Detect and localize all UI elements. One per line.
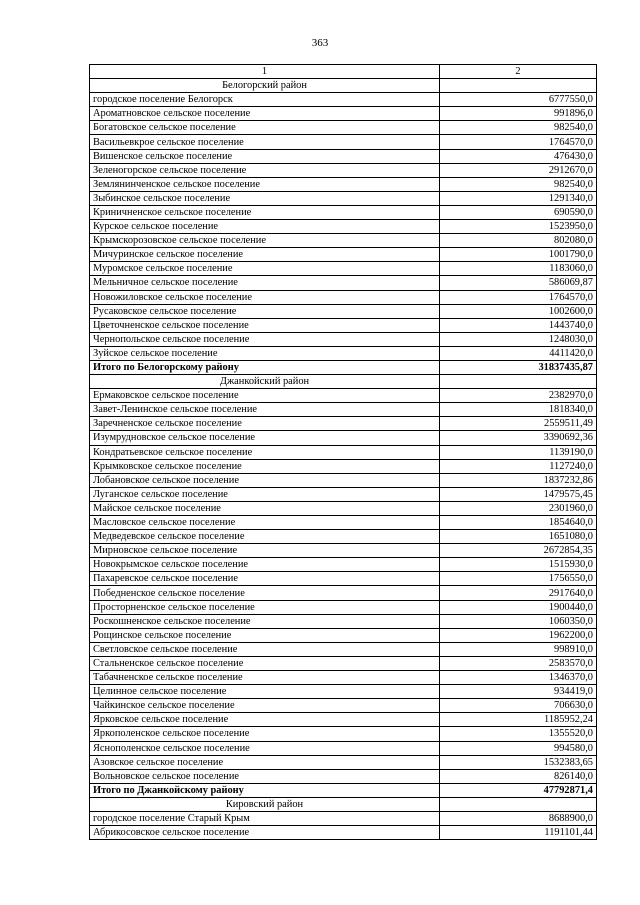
settlement-name: Вишенское сельское поселение [90, 149, 440, 163]
settlement-name: Лобановское сельское поселение [90, 473, 440, 487]
table-row [90, 459, 597, 473]
table-row [90, 234, 597, 248]
district-name: Кировский район [90, 797, 440, 811]
settlement-name: Зыбинское сельское поселение [90, 191, 440, 205]
total-amount: 31837435,87 [440, 360, 597, 374]
amount-cell: 1900440,0 [440, 600, 597, 614]
amount-cell: 994580,0 [440, 741, 597, 755]
settlement-name: Чайкинское сельское поселение [90, 699, 440, 713]
amount-cell: 2583570,0 [440, 656, 597, 670]
table-row [90, 713, 597, 727]
settlement-name: Русаковское сельское поселение [90, 304, 440, 318]
amount-cell: 4411420,0 [440, 346, 597, 360]
table-row [90, 727, 597, 741]
total-label: Итого по Джанкойскому району [90, 783, 440, 797]
district-header-row [90, 797, 597, 811]
amount-cell: 690590,0 [440, 205, 597, 219]
settlement-name: Абрикосовское сельское поселение [90, 826, 440, 840]
amount-cell: 1183060,0 [440, 262, 597, 276]
amount-cell: 586069,87 [440, 276, 597, 290]
table-row [90, 558, 597, 572]
settlement-name: Ермаковское сельское поселение [90, 389, 440, 403]
table-row [90, 276, 597, 290]
budget-table [89, 64, 597, 840]
settlement-name: Чернопольское сельское поселение [90, 332, 440, 346]
table-row [90, 205, 597, 219]
table-row [90, 473, 597, 487]
table-row [90, 586, 597, 600]
table-row [90, 769, 597, 783]
district-total-row [90, 783, 597, 797]
settlement-name: городское поселение Старый Крым [90, 811, 440, 825]
settlement-name: Зуйское сельское поселение [90, 346, 440, 360]
table-row [90, 290, 597, 304]
table-row [90, 417, 597, 431]
settlement-name: Роскошненское сельское поселение [90, 614, 440, 628]
table-row [90, 107, 597, 121]
column-header-1: 1 [90, 65, 440, 79]
amount-cell: 1002600,0 [440, 304, 597, 318]
amount-cell: 1515930,0 [440, 558, 597, 572]
amount-cell: 2382970,0 [440, 389, 597, 403]
settlement-name: Целинное сельское поселение [90, 685, 440, 699]
amount-cell: 1756550,0 [440, 572, 597, 586]
amount-cell: 1764570,0 [440, 290, 597, 304]
settlement-name: Новокрымское сельское поселение [90, 558, 440, 572]
table-row [90, 811, 597, 825]
amount-cell: 8688900,0 [440, 811, 597, 825]
amount-cell: 3390692,36 [440, 431, 597, 445]
table-row [90, 332, 597, 346]
amount-cell [440, 375, 597, 389]
table-row [90, 572, 597, 586]
table-row [90, 656, 597, 670]
amount-cell: 706630,0 [440, 699, 597, 713]
settlement-name: Заречненское сельское поселение [90, 417, 440, 431]
amount-cell: 934419,0 [440, 685, 597, 699]
settlement-name: Масловское сельское поселение [90, 516, 440, 530]
settlement-name: Крымскорозовское сельское поселение [90, 234, 440, 248]
page-number: 363 [311, 37, 329, 49]
settlement-name: Васильевкрое сельское поселение [90, 135, 440, 149]
table-row [90, 600, 597, 614]
table-row [90, 671, 597, 685]
amount-cell: 1191101,44 [440, 826, 597, 840]
amount-cell: 1443740,0 [440, 318, 597, 332]
settlement-name: Вольновское сельское поселение [90, 769, 440, 783]
amount-cell: 1291340,0 [440, 191, 597, 205]
table-row [90, 318, 597, 332]
amount-cell [440, 797, 597, 811]
settlement-name: Крымковское сельское поселение [90, 459, 440, 473]
table-row [90, 403, 597, 417]
settlement-name: Ярковское сельское поселение [90, 713, 440, 727]
table-row [90, 699, 597, 713]
settlement-name: Луганское сельское поселение [90, 487, 440, 501]
settlement-name: Светловское сельское поселение [90, 642, 440, 656]
settlement-name: Просторненское сельское поселение [90, 600, 440, 614]
settlement-name: Мирновское сельское поселение [90, 544, 440, 558]
settlement-name: Азовское сельское поселение [90, 755, 440, 769]
amount-cell: 2917640,0 [440, 586, 597, 600]
settlement-name: городское поселение Белогорск [90, 93, 440, 107]
table-row [90, 826, 597, 840]
amount-cell: 1818340,0 [440, 403, 597, 417]
table-row [90, 262, 597, 276]
table-body [90, 65, 597, 840]
table-row [90, 530, 597, 544]
settlement-name: Пахаревское сельское поселение [90, 572, 440, 586]
amount-cell: 1060350,0 [440, 614, 597, 628]
amount-cell: 476430,0 [440, 149, 597, 163]
settlement-name: Курское сельское поселение [90, 220, 440, 234]
amount-cell: 1854640,0 [440, 516, 597, 530]
table-row [90, 149, 597, 163]
amount-cell: 1764570,0 [440, 135, 597, 149]
amount-cell: 1355520,0 [440, 727, 597, 741]
settlement-name: Яснополенское сельское поселение [90, 741, 440, 755]
amount-cell: 982540,0 [440, 121, 597, 135]
district-header-row [90, 375, 597, 389]
settlement-name: Криничненское сельское поселение [90, 205, 440, 219]
amount-cell: 1185952,24 [440, 713, 597, 727]
amount-cell: 2301960,0 [440, 501, 597, 515]
amount-cell: 991896,0 [440, 107, 597, 121]
amount-cell: 1479575,45 [440, 487, 597, 501]
table-row [90, 389, 597, 403]
amount-cell: 998910,0 [440, 642, 597, 656]
district-name: Белогорский район [90, 79, 440, 93]
table-row [90, 304, 597, 318]
amount-cell: 982540,0 [440, 177, 597, 191]
table-row [90, 755, 597, 769]
settlement-name: Победненское сельское поселение [90, 586, 440, 600]
amount-cell: 2912670,0 [440, 163, 597, 177]
amount-cell: 2559511,49 [440, 417, 597, 431]
amount-cell: 826140,0 [440, 769, 597, 783]
amount-cell: 1523950,0 [440, 220, 597, 234]
settlement-name: Мельничное сельское поселение [90, 276, 440, 290]
settlement-name: Землянинченское сельское поселение [90, 177, 440, 191]
amount-cell: 1127240,0 [440, 459, 597, 473]
table-row [90, 544, 597, 558]
table-row [90, 121, 597, 135]
total-label: Итого по Белогорскому району [90, 360, 440, 374]
table-row [90, 346, 597, 360]
table-row [90, 487, 597, 501]
settlement-name: Рощинское сельское поселение [90, 628, 440, 642]
table-row [90, 163, 597, 177]
table-row [90, 431, 597, 445]
amount-cell: 1837232,86 [440, 473, 597, 487]
settlement-name: Майское сельское поселение [90, 501, 440, 515]
table-row [90, 248, 597, 262]
settlement-name: Кондратьевское сельское поселение [90, 445, 440, 459]
amount-cell: 2672854,35 [440, 544, 597, 558]
table-row [90, 685, 597, 699]
table-row [90, 93, 597, 107]
amount-cell: 1651080,0 [440, 530, 597, 544]
table-row [90, 191, 597, 205]
table-header-row [90, 65, 597, 79]
district-name: Джанкойский район [90, 375, 440, 389]
table-row [90, 516, 597, 530]
settlement-name: Изумрудновское сельское поселение [90, 431, 440, 445]
table-row [90, 741, 597, 755]
amount-cell: 1962200,0 [440, 628, 597, 642]
settlement-name: Муромское сельское поселение [90, 262, 440, 276]
settlement-name: Ароматновское сельское поселение [90, 107, 440, 121]
settlement-name: Зеленогорское сельское поселение [90, 163, 440, 177]
settlement-name: Стальненское сельское поселение [90, 656, 440, 670]
settlement-name: Табачненское сельское поселение [90, 671, 440, 685]
district-total-row [90, 360, 597, 374]
amount-cell: 1346370,0 [440, 671, 597, 685]
amount-cell: 6777550,0 [440, 93, 597, 107]
table-row [90, 642, 597, 656]
amount-cell: 802080,0 [440, 234, 597, 248]
table-row [90, 135, 597, 149]
settlement-name: Медведевское сельское поселение [90, 530, 440, 544]
settlement-name: Яркополенское сельское поселение [90, 727, 440, 741]
table-row [90, 628, 597, 642]
amount-cell [440, 79, 597, 93]
amount-cell: 1532383,65 [440, 755, 597, 769]
table-row [90, 614, 597, 628]
settlement-name: Мичуринское сельское поселение [90, 248, 440, 262]
table-row [90, 177, 597, 191]
amount-cell: 1001790,0 [440, 248, 597, 262]
table-row [90, 501, 597, 515]
amount-cell: 1139190,0 [440, 445, 597, 459]
settlement-name: Новожиловское сельское поселение [90, 290, 440, 304]
column-header-2: 2 [440, 65, 597, 79]
district-header-row [90, 79, 597, 93]
table-row [90, 220, 597, 234]
table-row [90, 445, 597, 459]
total-amount: 47792871,4 [440, 783, 597, 797]
amount-cell: 1248030,0 [440, 332, 597, 346]
settlement-name: Завет-Ленинское сельское поселение [90, 403, 440, 417]
settlement-name: Цветочненское сельское поселение [90, 318, 440, 332]
settlement-name: Богатовское сельское поселение [90, 121, 440, 135]
